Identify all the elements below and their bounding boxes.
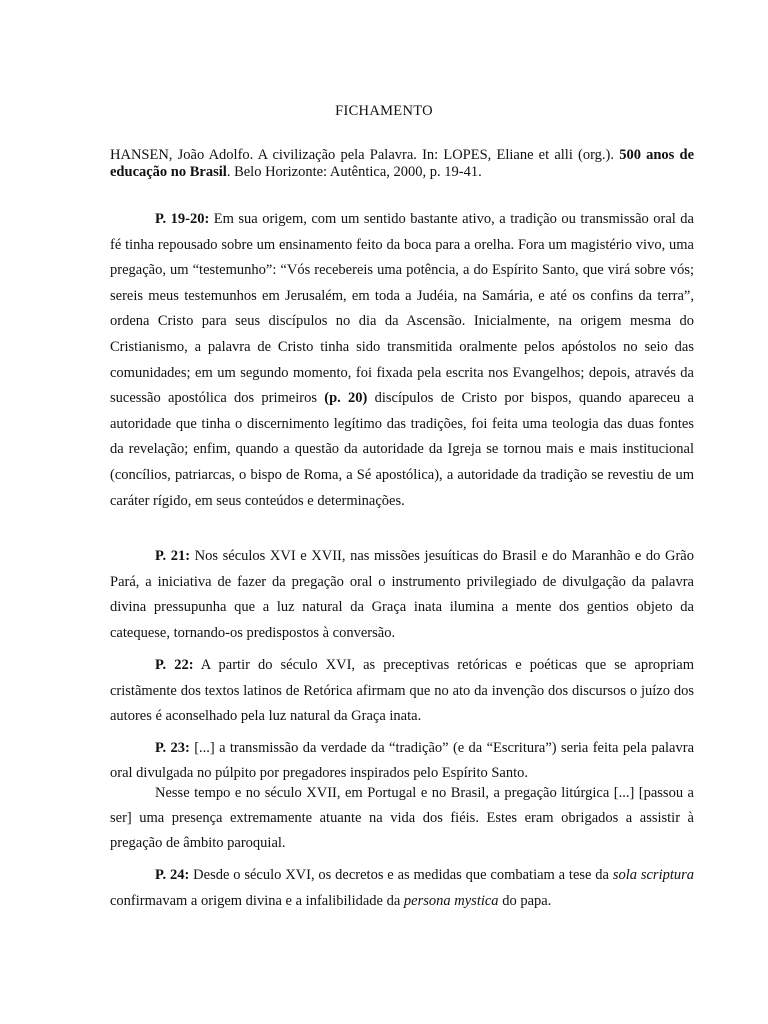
reference-authors: HANSEN, João Adolfo. A civilização pela Palavra. In: LOPES, Eliane et alli (org.). (110, 147, 620, 163)
page-label: P. 19-20: (155, 211, 210, 227)
note-text: Em sua origem, com um sentido bastante ativo, a tradição ou transmissão oral da fé tinha repousado sobre um ensinamento feito da boca para a orelha. Fora um magistério vivo, uma pregação, um “testemunho”: “Vós recebereis uma potência, a do Espírito Santo, que virá sobre vós; sereis meus testemunhos em Jerusalém, em toda a Judéia, na Samária, e até os confins da terra”, ordena Cristo para seus discípulos no dia da Ascensão. Inicialmente, na origem mesma do Cristianismo, a palavra de Cristo tinha sido transmitida oralmente pelos apóstolos no seio das comunidades; em um segundo momento, foi fixada pela escrita nos Evangelhos; depois, através da sucessão apostólica dos primeiros (110, 211, 694, 407)
note-text: Nos séculos XVI e XVII, nas missões jesuíticas do Brasil e do Maranhão e do Grão Pará, a iniciativa de fazer da pregação oral o instrumento privilegiado de divulgação da palavra divina pressupunha que a luz natural da Graça inata ilumina a mente dos gentios objeto da catequese, tornando-os predispostos à conversão. (110, 548, 694, 641)
note-paragraph-p22 (110, 653, 694, 730)
reference-publisher: . Belo Horizonte: Autêntica, 2000, p. 19-41. (226, 164, 482, 180)
italic-term: sola scriptura (612, 867, 695, 883)
note-text: confirmavam a origem divina e a infalibilidade da (110, 892, 404, 909)
note-text: [...] a transmissão da verdade da “tradição” (e da “Escritura”) seria feita pela palavra oral divulgada no púlpito por pregadores inspirados pelo Espírito Santo. (110, 740, 695, 782)
document-title: FICHAMENTO (335, 103, 433, 119)
note-paragraph-p19-20 (110, 207, 694, 514)
page-label: P. 22: (155, 657, 194, 673)
page-label: P. 24: (155, 867, 190, 883)
page-marker: (p. 20) (324, 390, 368, 407)
note-paragraph-p23 (110, 736, 694, 786)
note-paragraph-p23-continued (110, 781, 694, 857)
note-text: A partir do século XVI, as preceptivas retóricas e poéticas que se apropriam cristãmente dos textos latinos de Retórica afirmam que no ato da invenção dos discursos o juízo dos autores é aconselhado pela luz natural da Graça inata. (110, 657, 694, 725)
page-label: P. 23: (155, 740, 190, 756)
note-paragraph-p21 (110, 544, 694, 646)
note-text: do papa. (498, 892, 552, 909)
note-text: discípulos de Cristo por bispos, quando apareceu a autoridade que tinha o discernimento legítimo das tradições, foi feita uma teologia das duas fontes da revelação; enfim, quando a questão da autoridade da Igreja se tornou mais e mais institucional (concílios, patriarcas, o bispo de Roma, a Sé apostólica), a autoridade da tradição se revestiu de um caráter rígido, em seus conteúdos e determinações. (110, 390, 694, 509)
note-text: Desde o século XVI, os decretos e as medidas que combatiam a tese da (189, 867, 613, 883)
reference-book-title: 500 anos de educação no Brasil (110, 147, 694, 180)
page-label: P. 21: (155, 548, 191, 564)
note-text: Nesse tempo e no século XVII, em Portugal e no Brasil, a pregação litúrgica [...] [passou a ser] uma presença extremamente atuante na vida dos fiéis. Estes eram obrigados a assistir à pregação de âmbito paroquial. (110, 785, 694, 852)
italic-term: persona mystica (403, 892, 499, 909)
note-paragraph-p24 (110, 863, 694, 914)
bibliographic-reference (110, 147, 694, 181)
